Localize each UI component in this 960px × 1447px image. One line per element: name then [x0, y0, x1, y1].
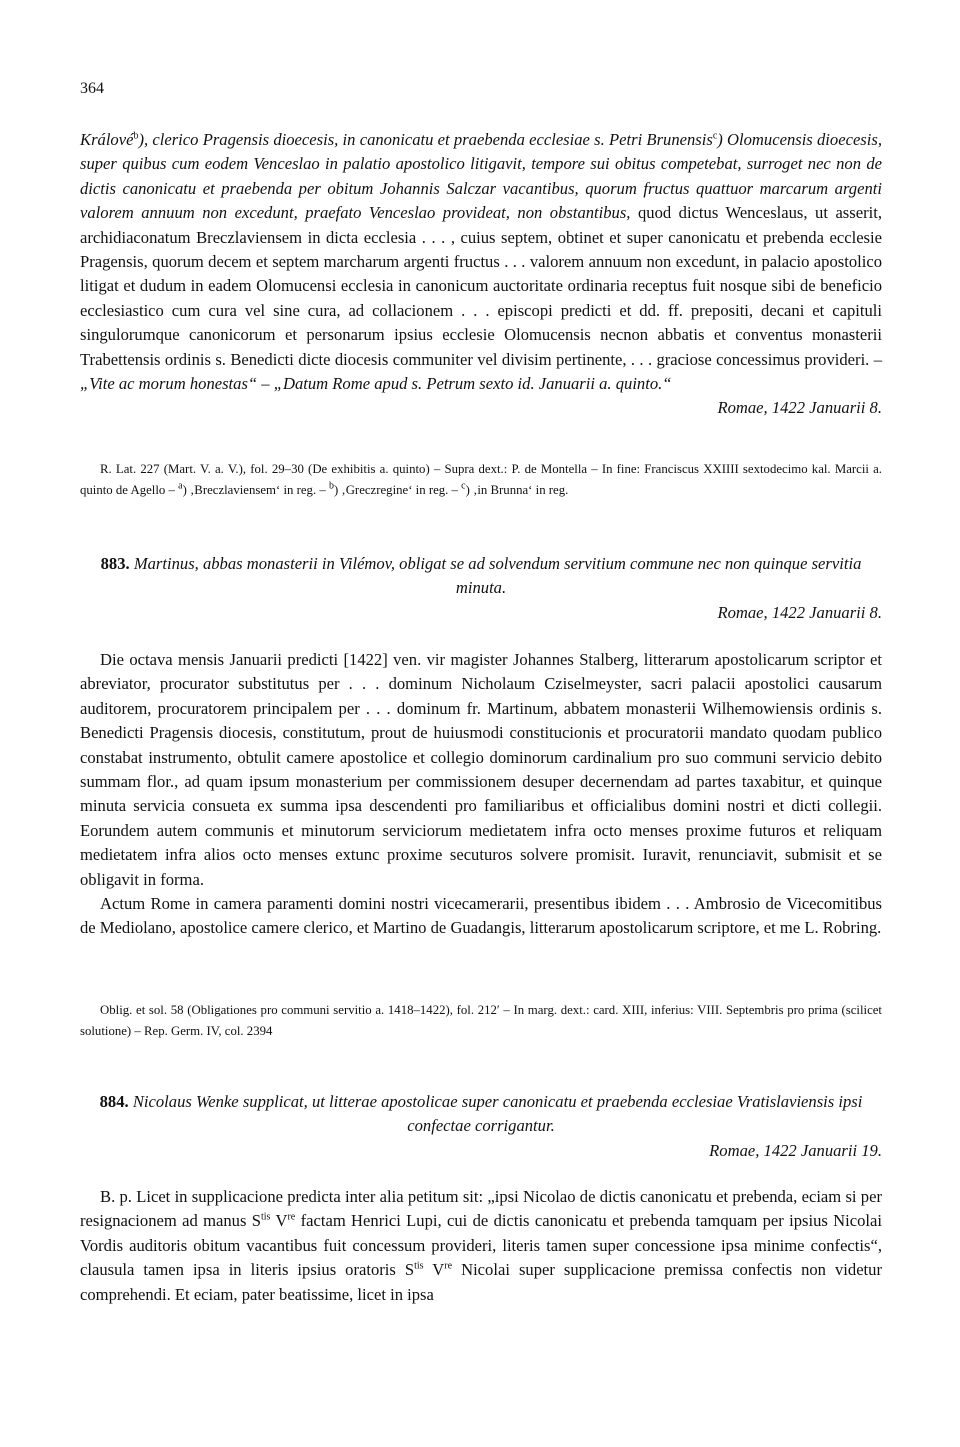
note-segment: ) ‚in Brunna‘ in reg.: [465, 483, 569, 498]
footnote-marker: b: [133, 130, 139, 142]
note-segment: R. Lat. 227 (Mart. V. a. V.), fol. 29–30 (De exhibitis a. quinto) – Supra dext.: P. de Montella – In fine: Franciscus XXIIII sextodecimo kal. Marcii a. quinto de Agello –: [80, 462, 882, 498]
footnote-marker: b: [328, 481, 334, 493]
page-number: 364: [80, 80, 104, 97]
superscript: re: [444, 1260, 453, 1272]
entry-883-notes: [80, 1000, 882, 1043]
continued-entry-text: [80, 128, 882, 396]
entry-884-body: [80, 1185, 882, 1307]
superscript: tis: [260, 1211, 271, 1223]
entry-883-body: [80, 648, 882, 941]
entry-number: 883.: [100, 554, 130, 573]
text-segment: V: [423, 1260, 445, 1280]
footnote-marker: c: [712, 130, 718, 142]
entry-title: Martinus, abbas monasterii in Vilémov, obligat se ad solvendum servitium commune nec non quinque servitia minuta.: [133, 554, 862, 598]
text-segment: factam Henrici Lupi, cui de dictis canonicatu et prebenda tamquam per ipsius Nicolai Vordis auditoris obitum vacantibus fuit concessum provideri, literis tamen super concessione ipsa minime confectis“, clausula tamen ipsa in literis ipsius oratoris S: [80, 1211, 883, 1280]
superscript: tis: [414, 1260, 424, 1272]
entry-heading: [80, 552, 882, 601]
paragraph: Actum Rome in camera paramenti domini nostri vicecamerarii, presentibus ibidem . . . Ambrosio de Vicecomitibus de Mediolano, apostolice camere clerico, et Martino de Guadangis, litterarum apostolicarum scriptore, et me L. Robring.: [80, 894, 882, 938]
paragraph: Die octava mensis Januarii predicti [1422] ven. vir magister Johannes Stalberg, litterarum apostolicarum scriptor et abreviator, procurator substitutus per . . . dominum Nicholaum Cziselmeyster, sacri palacii apostolici causarum auditorem, procuratorem principalem per . . . dominum fr. Martinum, abbatem monasterii Wilhemowiensis ordinis s. Benedicti Pragensis diocesis, constitutum, prout de huiusmodi constitucionis et procuratorii mandato quodam publico constabat instrumento, obtulit camere apostolice et collegio dominorum cardinalium pro suo communi servicio debito summam flor., ad quam ipsum monasterium per commissionem desuper decernendam ad partes taxabitur, et quinque minuta servicia consueta ex summa ipsa descendenti pro familiaribus et officialibus domini nostri et dicti collegii. Eorundem autem communis et minutorum serviciorum medietatem infra octo menses proxime futuros et reliquam medietatem infra alios octo menses extunc proxime secuturos solvere promisit. Iuravit, renunciavit, submisit et se obligavit in forma.: [80, 650, 882, 889]
entry-title: Nicolaus Wenke supplicat, ut litterae apostolicae super canonicatu et praebenda ecclesiae Vratislaviensis ipsi confectae corrigantur.: [132, 1092, 863, 1136]
notes-text: [80, 459, 882, 502]
entry-date: Romae, 1422 Januarii 19.: [709, 1140, 882, 1160]
notes-text: Oblig. et sol. 58 (Obligationes pro communi servitio a. 1418–1422), fol. 212′ – In marg. dext.: card. XIII, inferius: VIII. Septembris pro prima (scilicet solutione) – Rep. Germ. IV, col. 2394: [80, 1003, 882, 1039]
entry-date: Romae, 1422 Januarii 8.: [717, 398, 882, 418]
footnote-marker: c: [461, 481, 466, 493]
text-segment: V: [270, 1211, 288, 1231]
continued-entry: [80, 128, 882, 420]
entry-883: [80, 552, 882, 625]
text-segment: „Vite ac morum honestas“ – „Datum Rome apud s. Petrum sexto id. Januarii a. quinto.“: [80, 374, 672, 394]
text-segment: ), clerico Pragensis dioecesis, in canonicatu et praebenda ecclesiae s. Petri Brunensis: [138, 130, 713, 149]
entry-number: 884.: [99, 1092, 129, 1111]
entry-date: Romae, 1422 Januarii 8.: [717, 602, 882, 622]
critical-notes: [80, 459, 882, 502]
entry-884: [80, 1090, 882, 1163]
footnote-marker: a: [178, 481, 183, 493]
entry-heading: [80, 1090, 882, 1139]
text-segment: quod dictus Wenceslaus, ut asserit, archidiaconatum Breczlaviensem in dicta ecclesia . . . , cuius septem, obtinet et super canonicatu et prebenda ecclesie Pragensis, quorum decem et septem marcharum argenti fructus . . . valorem annuum non excedunt, in palacio apostolico litigat et dudum in eadem Olomucensi ecclesia in canonicum auctoritate ordinaria receptus fuit nosque sibi de beneficio ecclesiastico cum cura vel sine cura, ad collacionem . . . episcopi predicti et dd. ff. prepositi, decani et capituli singulorumque canonicorum et personarum ipsius ecclesie Olomucensis necnon abbatis et conventus monasterii Trabettensis ordinis s. Benedicti dicte diocesis communiter vel divisim pertinente, . . . graciose concessimus provideri. –: [80, 203, 882, 369]
note-segment: ) ‚Greczregine‘ in reg. –: [333, 483, 458, 498]
text-segment: ) Olomucensis dioecesis, super quibus cum eodem Venceslao in palatio apostolico litigavit, tempore sui obitus competebat, surroget nec non de dictis canonicatu et praebenda per obitum Johannis Salczar vacantibus, quorum fructus quattuor marcarum argenti valorem annuum non excedunt, praefato Venceslao provideat, non obstantibus,: [80, 130, 882, 223]
text-segment: Králové: [80, 130, 134, 149]
paragraph: [80, 1185, 882, 1307]
text-segment: B. p. Licet in supplicacione predicta inter alia petitum sit: „ipsi Nicolao de dictis canonicatu et prebenda, eciam si per resignacionem ad manus S: [80, 1187, 882, 1231]
note-segment: ) ‚Breczlaviensem‘ in reg. –: [182, 483, 326, 498]
superscript: re: [287, 1211, 296, 1223]
text-segment: Nicolai super supplicacione premissa confectis non videtur comprehendi. Et eciam, pater beatissime, licet in ipsa: [80, 1260, 882, 1304]
